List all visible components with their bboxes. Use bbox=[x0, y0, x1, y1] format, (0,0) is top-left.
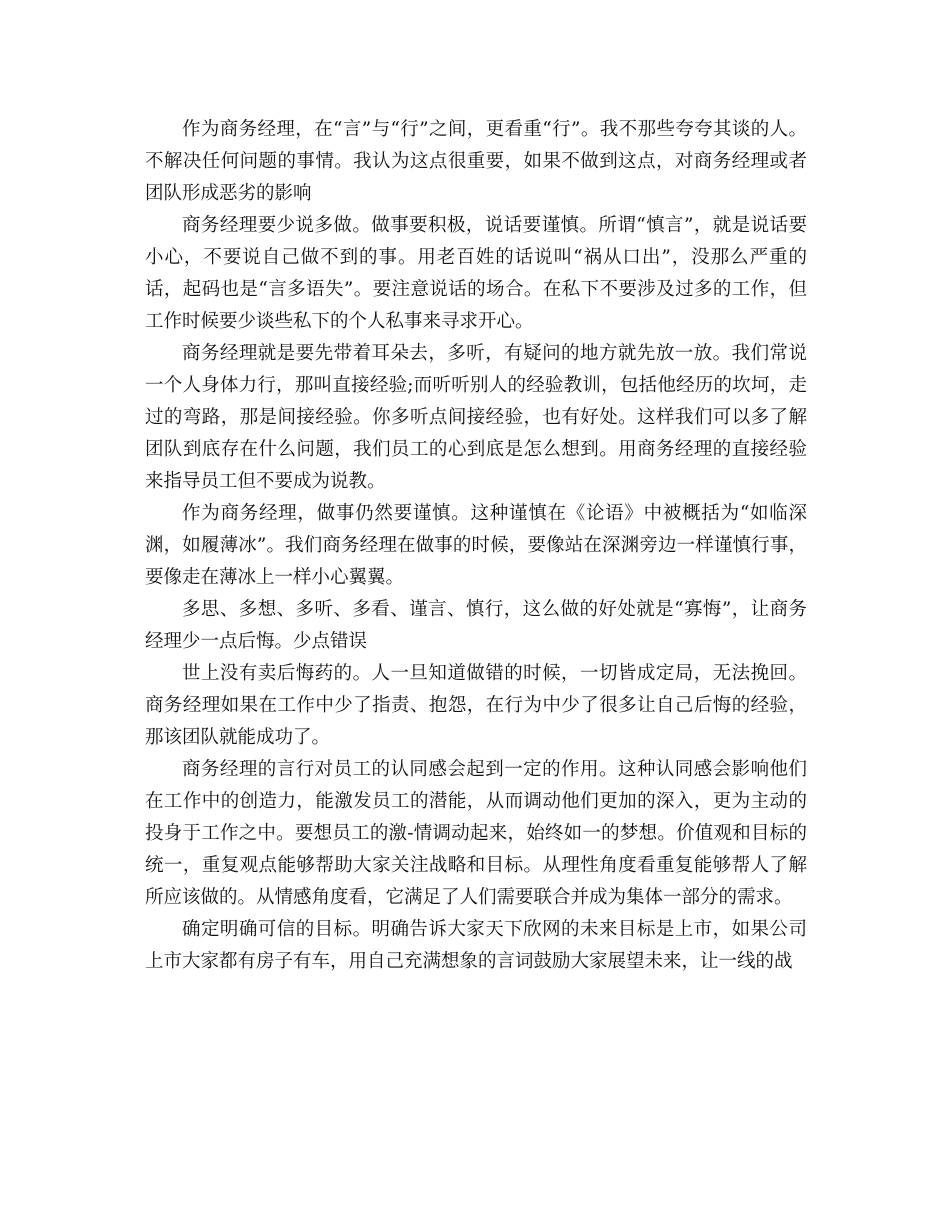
document-page bbox=[145, 114, 807, 978]
paragraph-6: 世上没有卖后悔药的。人一旦知道做错的时候，一切皆成定局，无法挽回。商务经理如果在工作中少了指责、抱怨，在行为中少了很多让自己后悔的经验，那该团队就能成功了。 bbox=[145, 663, 807, 748]
paragraph-8: 确定明确可信的目标。明确告诉大家天下欣网的未来目标是上市，如果公司上市大家都有房子有车，用自己充满想象的言词鼓励大家展望未来，让一线的战 bbox=[145, 919, 807, 972]
paragraph-2: 商务经理要少说多做。做事要积极，说话要谨慎。所谓“慎言”，就是说话要小心，不要说自己做不到的事。用老百姓的话说叫“祸从口出”，没那么严重的话，起码也是“言多语失”。要注意说话的场合。在私下不要涉及过多的工作，但工作时候要少谈些私下的个人私事来寻求开心。 bbox=[145, 215, 807, 332]
paragraph-4: 作为商务经理，做事仍然要谨慎。这种谨慎在《论语》中被概括为“如临深渊，如履薄冰”。我们商务经理在做事的时候，要像站在深渊旁边一样谨慎行事，要像走在薄冰上一样小心翼翼。 bbox=[145, 503, 807, 588]
paragraph-5: 多思、多想、多听、多看、谨言、慎行，这么做的好处就是“寡悔”，让商务经理少一点后悔。少点错误 bbox=[145, 599, 807, 652]
paragraph-1: 作为商务经理，在“言”与“行”之间，更看重“行”。我不那些夸夸其谈的人。不解决任何问题的事情。我认为这点很重要，如果不做到这点，对商务经理或者团队形成恶劣的影响 bbox=[145, 119, 807, 204]
paragraph-3: 商务经理就是要先带着耳朵去，多听，有疑问的地方就先放一放。我们常说一个人身体力行，那叫直接经验;而听听别人的经验教训，包括他经历的坎坷，走过的弯路，那是间接经验。你多听点间接经验，也有好处。这样我们可以多了解团队到底存在什么问题，我们员工的心到底是怎么想到。用商务经理的直接经验来指导员工但不要成为说教。 bbox=[145, 343, 807, 492]
paragraph-7: 商务经理的言行对员工的认同感会起到一定的作用。这种认同感会影响他们在工作中的创造力，能激发员工的潜能，从而调动他们更加的深入，更为主动的投身于工作之中。要想员工的激-情调动起来，始终如一的梦想。价值观和目标的统一，重复观点能够帮助大家关注战略和目标。从理性角度看重复能够帮人了解所应该做的。从情感角度看，它满足了人们需要联合并成为集体一部分的需求。 bbox=[145, 759, 807, 908]
